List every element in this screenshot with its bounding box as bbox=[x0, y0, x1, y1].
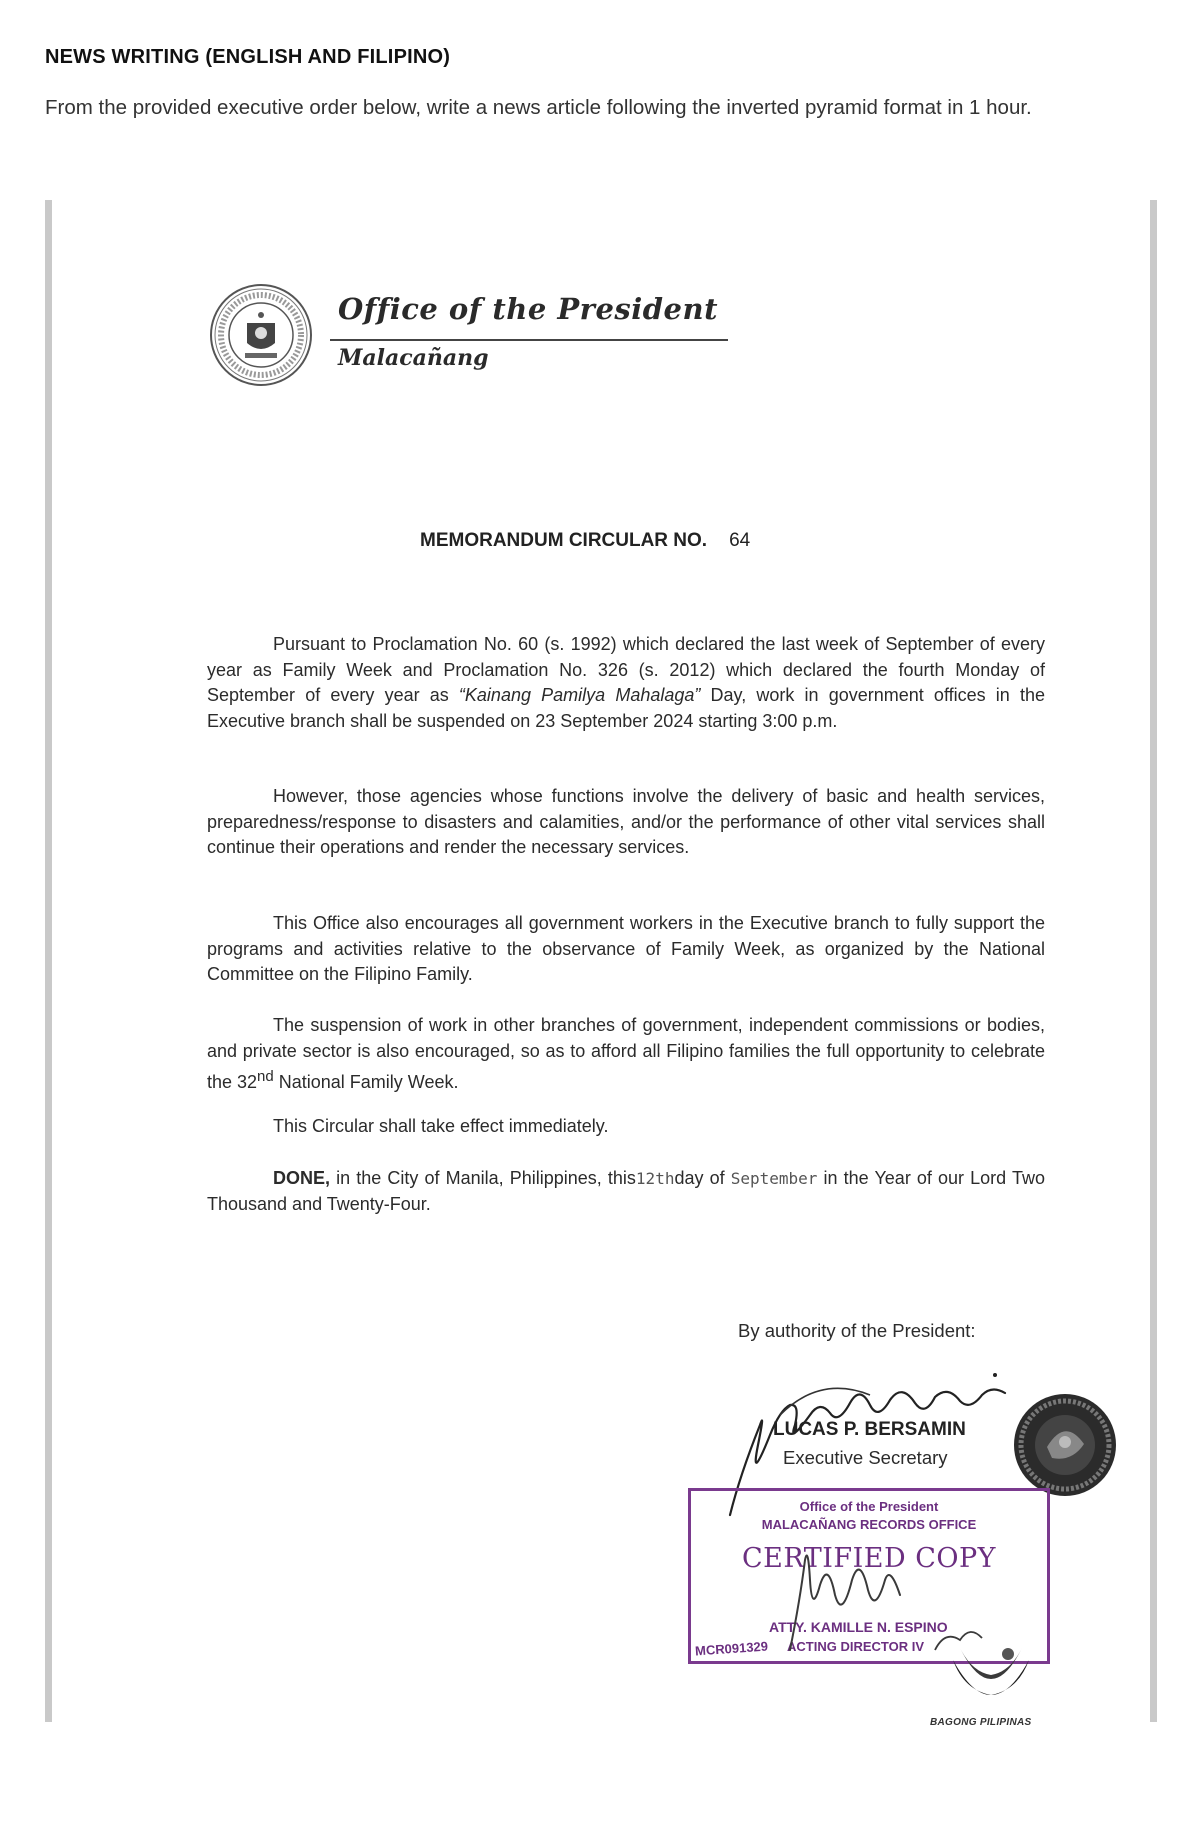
paragraph-5: This Circular shall take effect immediately. bbox=[273, 1116, 609, 1136]
paragraph-1-text-b: Day, work in government offices in the Executive branch shall be suspended on 23 September 2024 starting 3:00 p.m. bbox=[207, 685, 1045, 731]
paragraph-1 bbox=[207, 632, 1045, 734]
typed-day: 12th bbox=[635, 1169, 675, 1188]
paragraph-3: This Office also encourages all government workers in the Executive branch to fully support the programs and activities relative to the observance of Family Week, as organized by the National Committee on the Filipino Family. bbox=[207, 913, 1045, 984]
paragraph-2: However, those agencies whose functions involve the delivery of basic and health services, preparedness/response to disasters and calamities, and/or the performance of other vital services shall continue their operations and render the necessary services. bbox=[207, 786, 1045, 857]
paragraph-1-emphasis: “Kainang Pamilya Mahalaga” bbox=[458, 685, 701, 705]
stamp-attorney-name: ATTY. KAMILLE N. ESPINO bbox=[769, 1619, 948, 1635]
office-title: Office of the President bbox=[338, 292, 718, 326]
memo-number: 64 bbox=[729, 530, 751, 551]
paragraph-6-text-b: day of bbox=[674, 1168, 731, 1188]
letterhead-divider bbox=[330, 339, 728, 341]
dark-seal-icon bbox=[1012, 1392, 1118, 1498]
office-subtitle: Malacañang bbox=[338, 345, 489, 371]
signatory-name: LUCAS P. BERSAMIN bbox=[773, 1419, 966, 1440]
memo-title bbox=[420, 530, 750, 552]
instruction-text: From the provided executive order below, write a news article following the inverted pyramid format in 1 hour. bbox=[45, 96, 1032, 119]
paragraph-6-text-a: in the City of Manila, Philippines, this bbox=[330, 1168, 636, 1188]
bagong-pilipinas-text: BAGONG PILIPINAS bbox=[930, 1717, 1032, 1728]
signatory-title: Executive Secretary bbox=[783, 1447, 948, 1468]
paragraph-4-text-a: The suspension of work in other branches of government, independent commissions or bodies, and private sector is also encouraged, so as to afford all Filipino families the full opportunity to celebrate the 32 bbox=[207, 1015, 1045, 1092]
stamp-records-office: MALACAÑANG RECORDS OFFICE bbox=[761, 1517, 977, 1532]
stamp-director-title: ACTING DIRECTOR IV bbox=[787, 1639, 924, 1654]
memo-title-label: MEMORANDUM CIRCULAR NO. bbox=[420, 530, 708, 551]
paragraph-4-text-b: National Family Week. bbox=[273, 1072, 459, 1092]
page-heading: NEWS WRITING (ENGLISH AND FILIPINO) bbox=[45, 46, 451, 68]
paragraph-4-superscript: nd bbox=[257, 1068, 274, 1085]
paragraph-6-text-c: in the Year of our Lord Two Thousand and Twenty-Four. bbox=[207, 1168, 1045, 1214]
done-label: DONE, bbox=[273, 1168, 331, 1188]
bagong-pilipinas-logo-icon bbox=[948, 1640, 1034, 1715]
stamp-code: MCR091329 bbox=[694, 1638, 769, 1659]
stamp-certified-copy: CERTIFIED COPY bbox=[741, 1543, 997, 1574]
presidential-seal-icon bbox=[209, 283, 313, 387]
paragraph-6 bbox=[207, 1166, 1045, 1217]
paragraph-1-text-a: Pursuant to Proclamation No. 60 (s. 1992) which declared the last week of September of every year as Family Week and Proclamation No. 326 (s. 2012) which declared the fourth Monday of September of every year as bbox=[207, 634, 1045, 705]
stamp-office: Office of the President bbox=[799, 1499, 939, 1514]
typed-month: September bbox=[730, 1169, 818, 1188]
authority-line: By authority of the President: bbox=[738, 1320, 976, 1341]
paragraph-4 bbox=[207, 1013, 1045, 1096]
